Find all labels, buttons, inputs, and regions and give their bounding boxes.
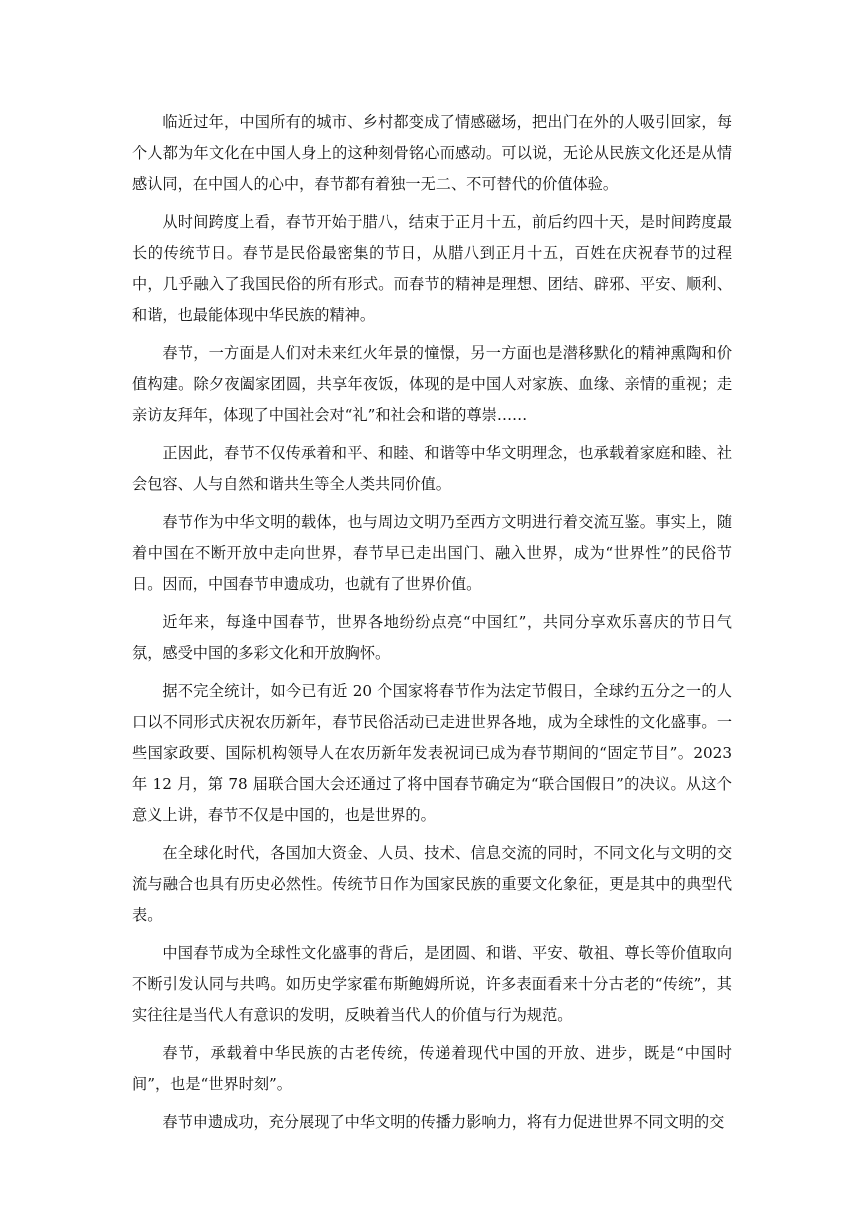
paragraph-4: 正因此，春节不仅传承着和平、和睦、和谐等中华文明理念，也承载着家庭和睦、社会包容、人与自然和谐共生等全人类共同价值。	[132, 444, 732, 493]
paragraph-3: 春节，一方面是人们对未来红火年景的憧憬，另一方面也是潜移默化的精神熏陶和价值构建。除夕夜阖家团圆，共享年夜饭，体现的是中国人对家族、血缘、亲情的重视；走亲访友拜年，体现了中国社会对“礼”和社会和谐的尊崇……	[132, 344, 732, 424]
paragraph-8: 在全球化时代，各国加大资金、人员、技术、信息交流的同时，不同文化与文明的交流与融合也具有历史必然性。传统节日作为国家民族的重要文化象征，更是其中的典型代表。	[132, 844, 732, 924]
paragraph-6: 近年来，每逢中国春节，世界各地纷纷点亮“中国红”，共同分享欢乐喜庆的节日气氛，感受中国的多彩文化和开放胸怀。	[132, 613, 732, 662]
paragraph-10: 春节，承载着中华民族的古老传统，传递着现代中国的开放、进步，既是“中国时间”，也是“世界时刻”。	[132, 1044, 732, 1093]
paragraph-9: 中国春节成为全球性文化盛事的背后，是团圆、和谐、平安、敬祖、尊长等价值取向不断引发认同与共鸣。如历史学家霍布斯鲍姆所说，许多表面看来十分古老的“传统”，其实往往是当代人有意识的发明，反映着当代人的价值与行为规范。	[132, 944, 732, 1024]
paragraph-7: 据不完全统计，如今已有近 20 个国家将春节作为法定节假日，全球约五分之一的人口以不同形式庆祝农历新年，春节民俗活动已走进世界各地，成为全球性的文化盛事。一些国家政要、国际机构领导人在农历新年发表祝词已成为春节期间的“固定节目”。2023 年 12 月，第 78 届联合国大会还通过了将中国春节确定为“联合国假日”的决议。从这个意义上讲，春节不仅是中国的，也是世界的。	[132, 682, 732, 824]
document-body	[132, 107, 732, 1145]
paragraph-5: 春节作为中华文明的载体，也与周边文明乃至西方文明进行着交流互鉴。事实上，随着中国在不断开放中走向世界，春节早已走出国门、融入世界，成为“世界性”的民俗节日。因而，中国春节申遗成功，也就有了世界价值。	[132, 513, 732, 593]
paragraph-11: 春节申遗成功，充分展现了中华文明的传播力影响力，将有力促进世界不同文明的交	[162, 1113, 725, 1131]
paragraph-2: 从时间跨度上看，春节开始于腊八，结束于正月十五，前后约四十天，是时间跨度最长的传统节日。春节是民俗最密集的节日，从腊八到正月十五，百姓在庆祝春节的过程中，几乎融入了我国民俗的所有形式。而春节的精神是理想、团结、辟邪、平安、顺利、和谐，也最能体现中华民族的精神。	[132, 213, 732, 324]
paragraph-1: 临近过年，中国所有的城市、乡村都变成了情感磁场，把出门在外的人吸引回家，每个人都为年文化在中国人身上的这种刻骨铭心而感动。可以说，无论从民族文化还是从情感认同，在中国人的心中，春节都有着独一无二、不可替代的价值体验。	[132, 113, 732, 193]
